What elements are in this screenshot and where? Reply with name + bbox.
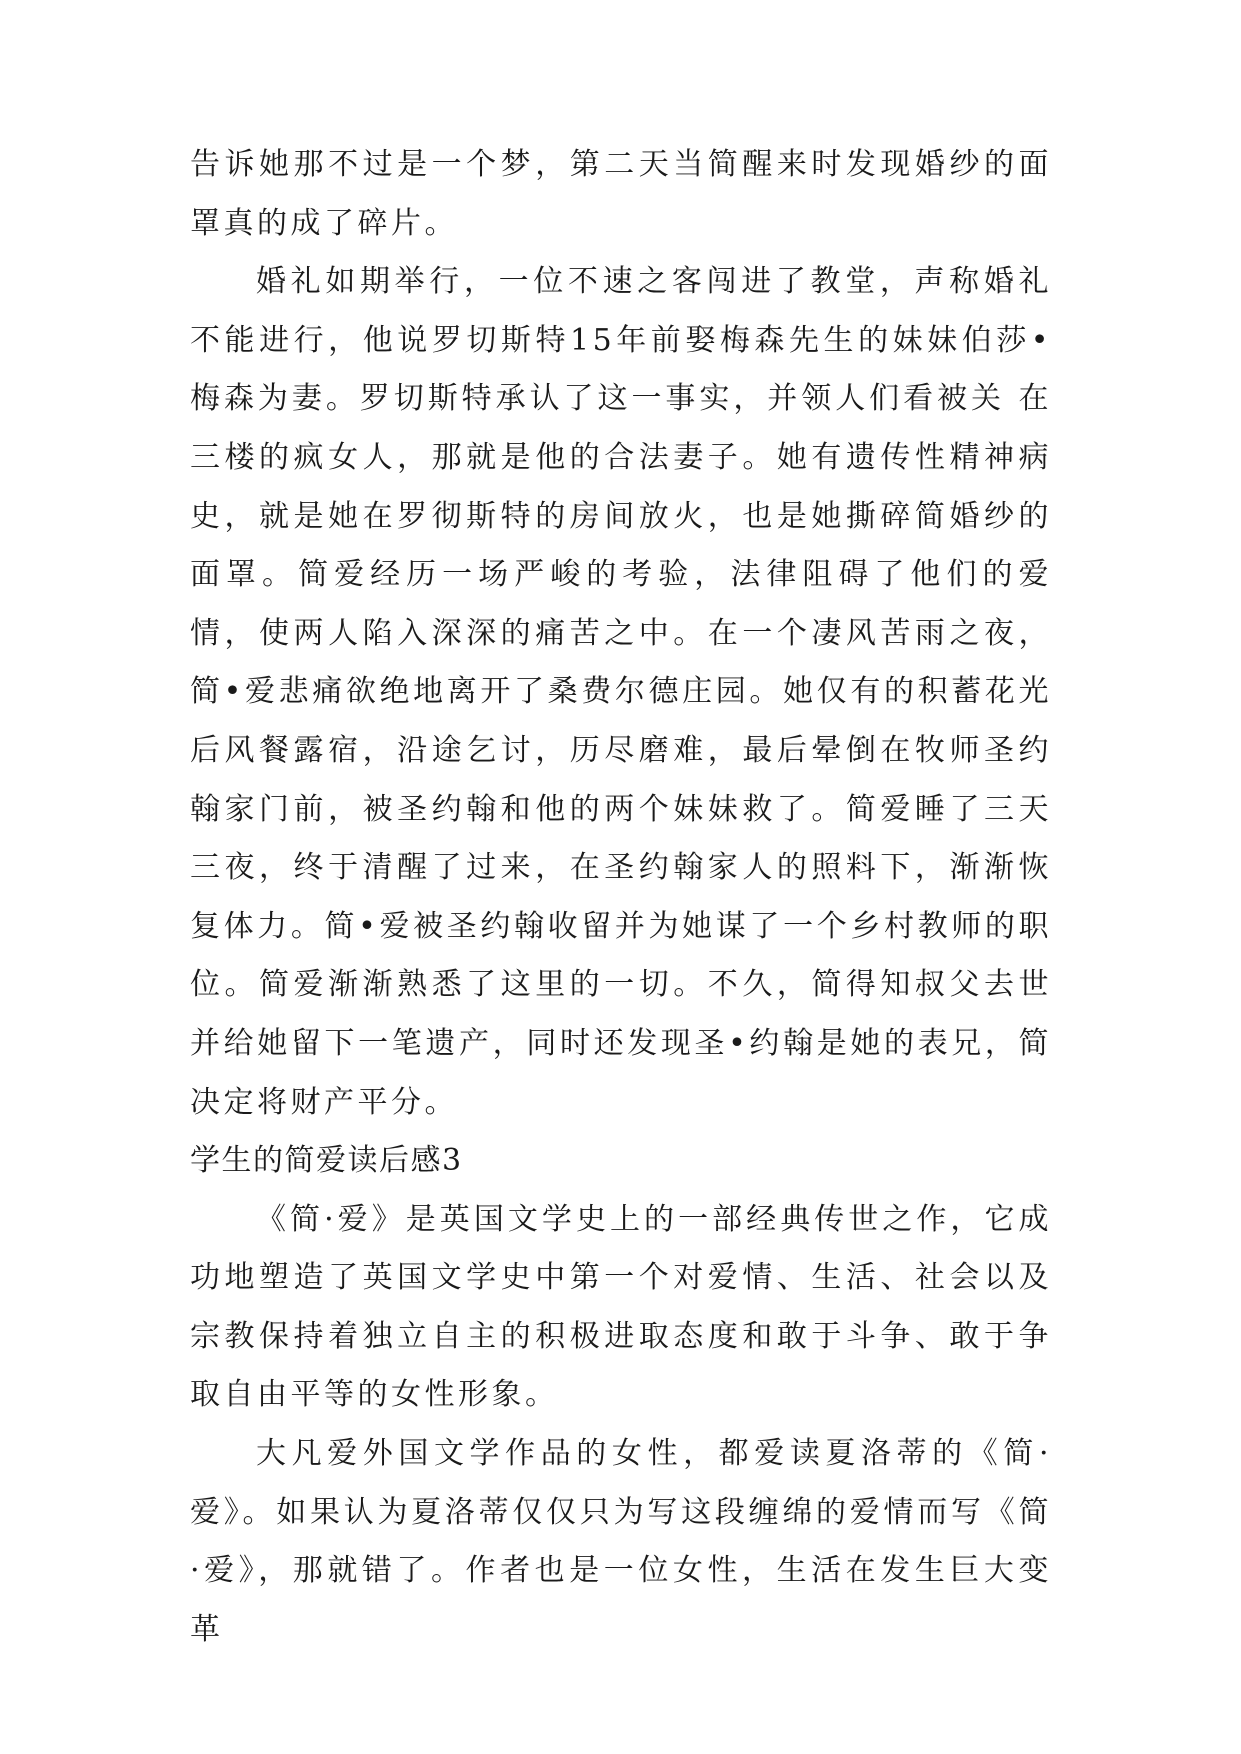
paragraph-wedding-plot: 婚礼如期举行，一位不速之客闯进了教堂，声称婚礼不能进行，他说罗切斯特15年前娶梅森先生的妹妹伯莎•梅森为妻。罗切斯特承认了这一事实，并领人们看被关 在三楼的疯女人，那就是他的合法妻子。她有遗传性精神病史，就是她在罗彻斯特的房间放火，也是她撕碎简婚纱的面罩。简爱经历一场严峻的考验，法律阻碍了他们的爱情，使两人陷入深深的痛苦之中。在一个凄风苦雨之夜，简•爱悲痛欲绝地离开了桑费尔德庄园。她仅有的积蓄花光后风餐露宿，沿途乞讨，历尽磨难，最后晕倒在牧师圣约翰家门前，被圣约翰和他的两个妹妹救了。简爱睡了三天三夜，终于清醒了过来，在圣约翰家人的照料下，渐渐恢复体力。简•爱被圣约翰收留并为她谋了一个乡村教师的职位。简爱渐渐熟悉了这里的一切。不久，简得知叔父去世并给她留下一笔遗产，同时还发现圣•约翰是她的表兄，简决定将财产平分。	[190, 264, 1052, 1120]
paragraph-dream-veil: 告诉她那不过是一个梦，第二天当简醒来时发现婚纱的面罩真的成了碎片。	[190, 147, 1052, 241]
paragraph-female-readers: 大凡爱外国文学作品的女性，都爱读夏洛蒂的《简·爱》。如果认为夏洛蒂仅仅只为写这段缠绵的爱情而写《简·爱》，那就错了。作者也是一位女性，生活在发生巨大变革	[190, 1436, 1052, 1647]
section-heading: 学生的简爱读后感3	[190, 1143, 463, 1179]
paragraph-classic-work: 《简·爱》是英国文学史上的一部经典传世之作，它成功地塑造了英国文学史中第一个对爱情、生活、社会以及宗教保持着独立自主的积极进取态度和敢于斗争、敢于争取自由平等的女性形象。	[190, 1201, 1052, 1413]
document-page	[190, 136, 1052, 1659]
